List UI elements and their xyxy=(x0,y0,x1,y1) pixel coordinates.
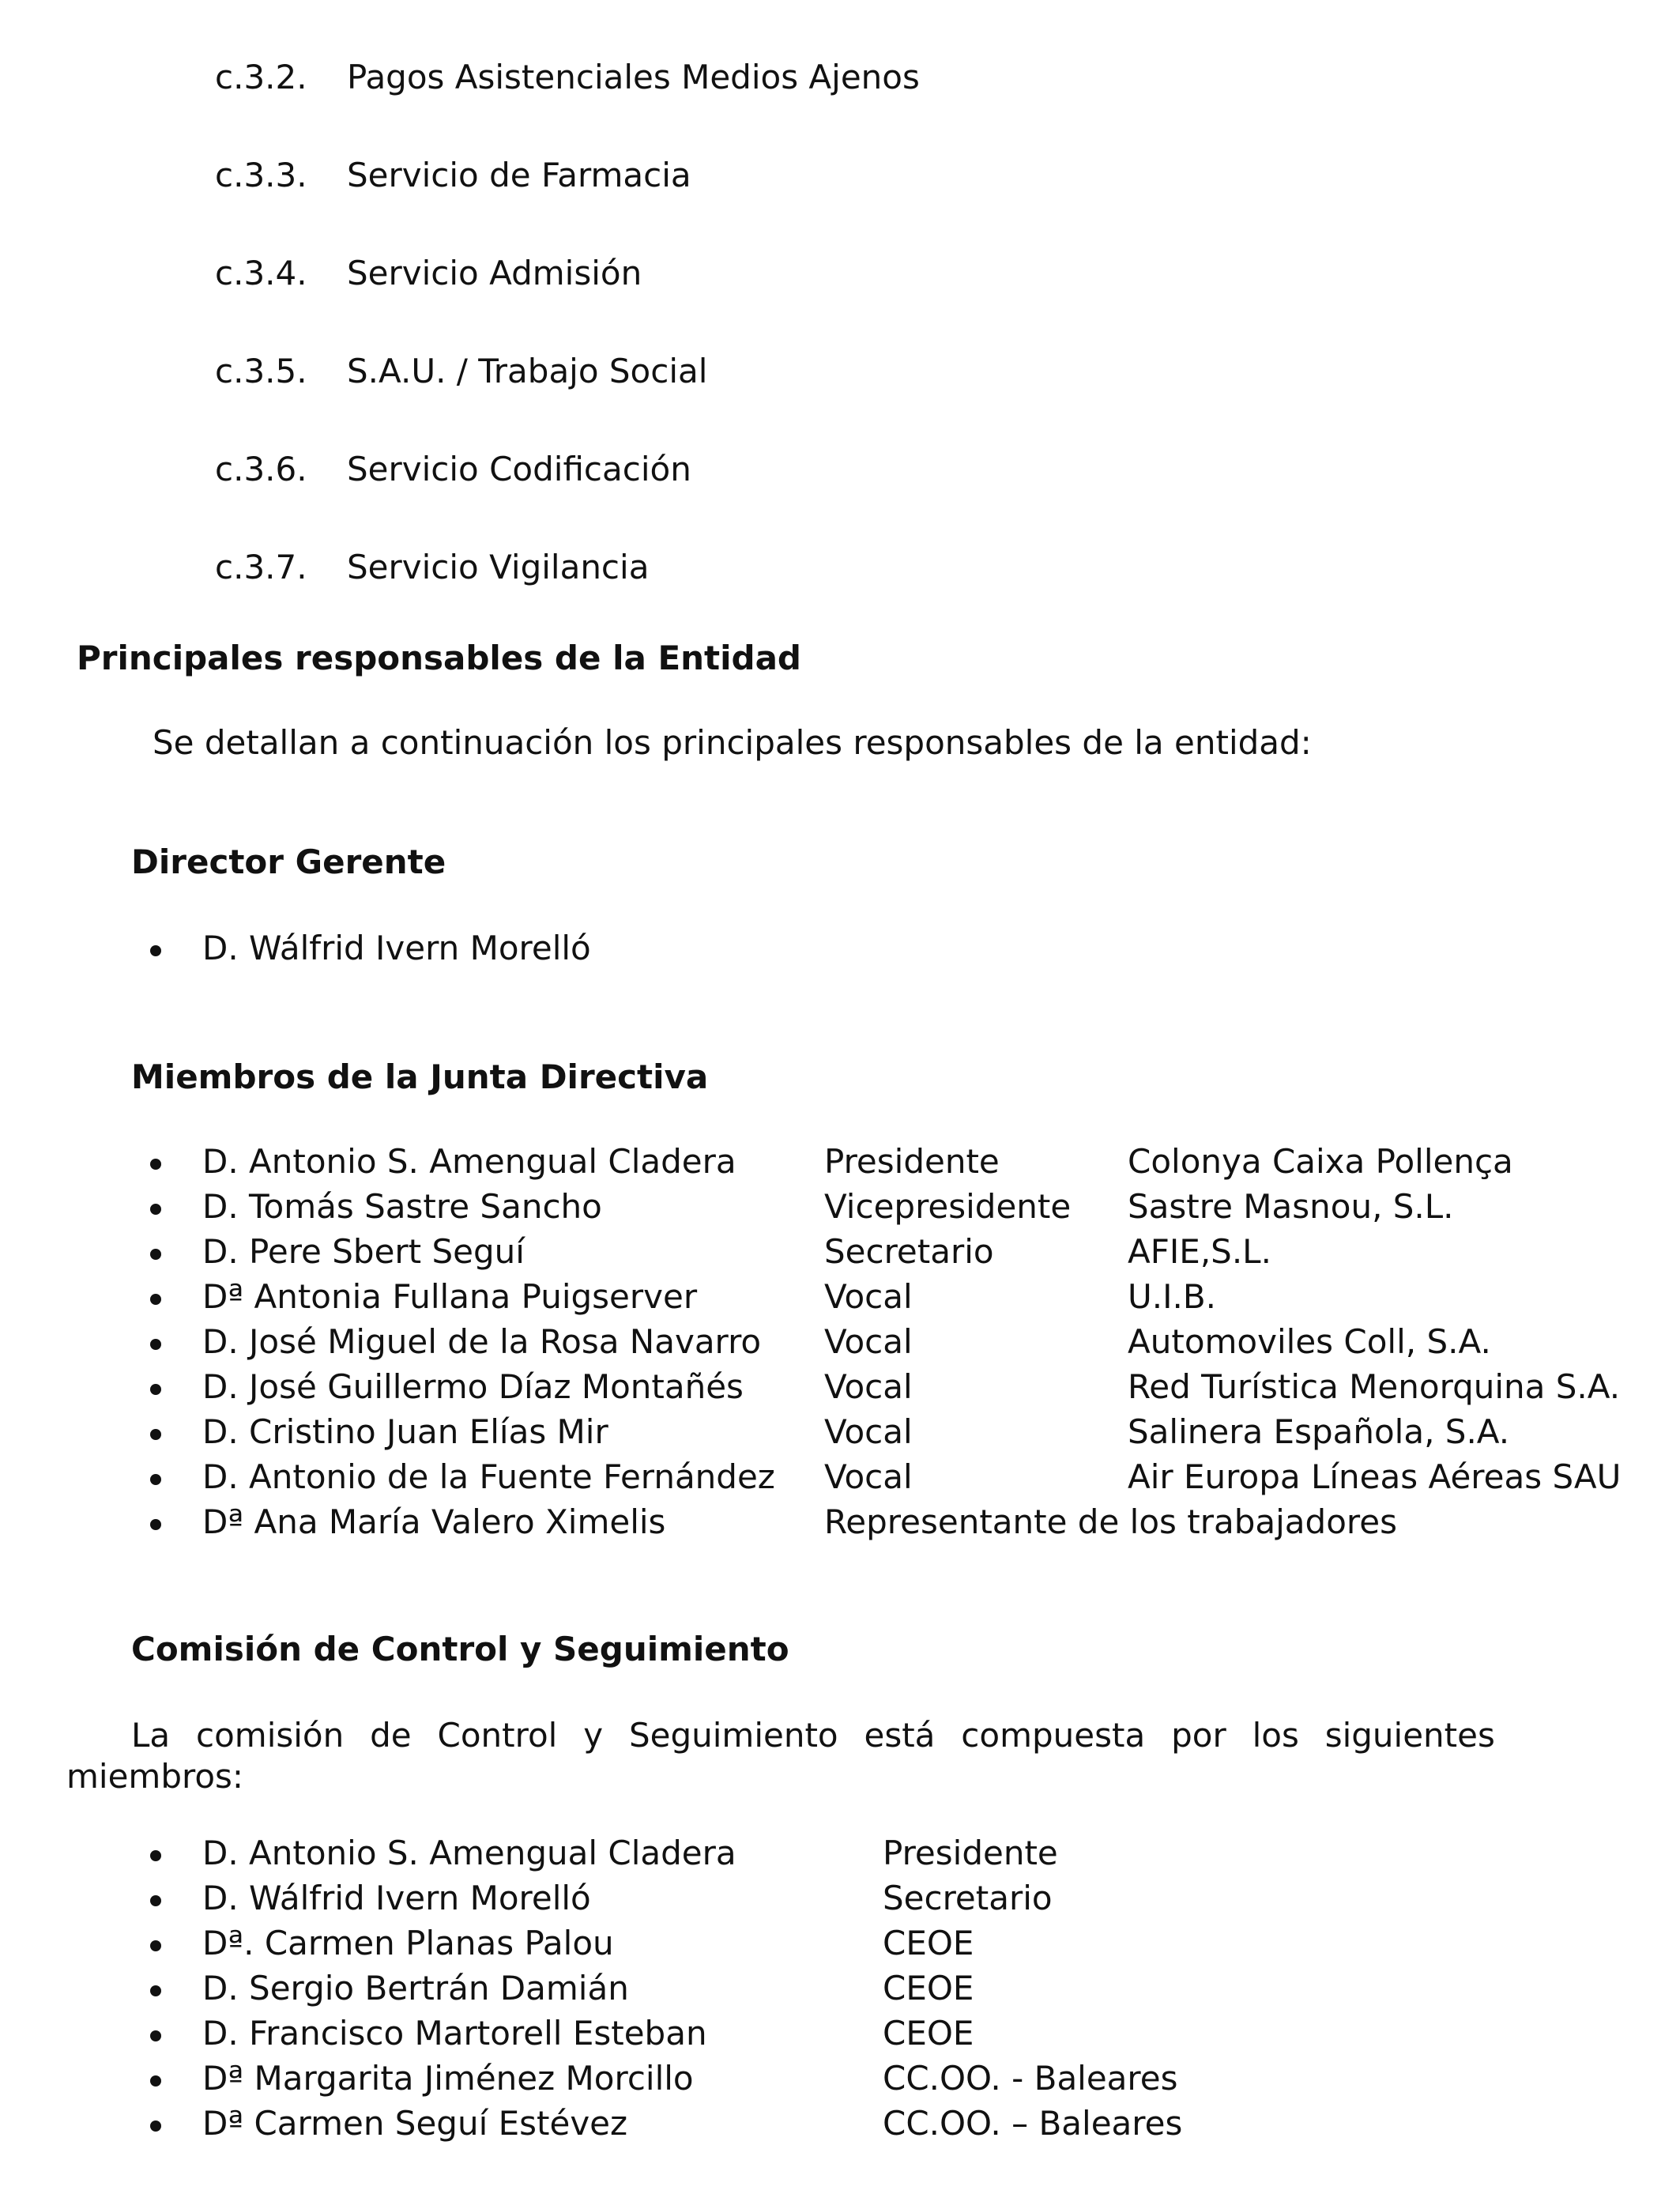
member-name: D. Cristino Juan Elías Mir xyxy=(202,1412,608,1451)
intro-word: siguientes xyxy=(1324,1716,1495,1755)
commission-intro-line xyxy=(131,1715,1495,1756)
member-name: D. Tomás Sastre Sancho xyxy=(202,1187,602,1226)
member-name: D. Wálfrid Ivern Morelló xyxy=(202,1879,591,1917)
commission-member-row xyxy=(0,2013,1680,2058)
subsection-label: Servicio Codificación xyxy=(347,450,691,488)
bullet-icon xyxy=(150,1321,161,1363)
subsection-number: c.3.2. xyxy=(215,58,307,96)
bullet-icon xyxy=(150,1276,161,1318)
intro-word: los xyxy=(1252,1716,1299,1755)
member-role: Presidente xyxy=(883,1834,1058,1872)
member-role: Vocal xyxy=(824,1322,913,1361)
member-name: Dª Ana María Valero Ximelis xyxy=(202,1502,666,1541)
bullet-icon xyxy=(150,2103,161,2144)
subsection-label: S.A.U. / Trabajo Social xyxy=(347,352,708,390)
intro-word: comisión xyxy=(196,1716,345,1755)
commission-member-row xyxy=(0,1833,1680,1878)
board-member-row xyxy=(0,1321,1680,1367)
member-role: Presidente xyxy=(824,1142,1000,1181)
bullet-icon xyxy=(150,1367,161,1408)
member-name: D. Pere Sbert Seguí xyxy=(202,1232,525,1271)
bullet-icon xyxy=(150,1968,161,2009)
intro-paragraph: Se detallan a continuación los principales responsables de la entidad: xyxy=(153,723,1312,762)
intro-word: compuesta xyxy=(961,1716,1146,1755)
commission-member-row xyxy=(0,1923,1680,1968)
board-heading: Miembros de la Junta Directiva xyxy=(131,1057,709,1096)
intro-word: Control xyxy=(437,1716,558,1755)
member-name: D. Antonio S. Amengual Cladera xyxy=(202,1142,736,1181)
member-role: Representante de los trabajadores xyxy=(824,1502,1397,1541)
intro-word: y xyxy=(583,1716,604,1755)
member-role: Vocal xyxy=(824,1412,913,1451)
subsection-number: c.3.5. xyxy=(215,352,307,390)
member-organization: Red Turística Menorquina S.A. xyxy=(1128,1367,1621,1406)
member-role: CC.OO. - Baleares xyxy=(883,2059,1178,2098)
member-organization: AFIE,S.L. xyxy=(1128,1232,1271,1271)
bullet-icon xyxy=(150,1833,161,1874)
board-member-row xyxy=(0,1412,1680,1457)
director-list-item xyxy=(0,928,1680,973)
member-role: CEOE xyxy=(883,1924,974,1962)
member-name: Dª Carmen Seguí Estévez xyxy=(202,2104,628,2143)
subsection-list xyxy=(0,57,1680,594)
subsection-number: c.3.7. xyxy=(215,548,307,586)
board-member-row xyxy=(0,1276,1680,1321)
member-role: CEOE xyxy=(883,1969,974,2007)
member-role: Vocal xyxy=(824,1367,913,1406)
intro-word: de xyxy=(370,1716,412,1755)
commission-heading: Comisión de Control y Seguimiento xyxy=(131,1630,789,1668)
subsection-item xyxy=(0,155,1680,200)
subsection-item xyxy=(0,449,1680,494)
bullet-icon xyxy=(150,928,161,969)
member-role: CC.OO. – Baleares xyxy=(883,2104,1183,2143)
subsection-item xyxy=(0,351,1680,396)
member-name: D. José Miguel de la Rosa Navarro xyxy=(202,1322,762,1361)
board-member-row xyxy=(0,1367,1680,1412)
member-role: Vicepresidente xyxy=(824,1187,1072,1226)
subsection-item xyxy=(0,57,1680,102)
subsection-label: Servicio Vigilancia xyxy=(347,548,650,586)
board-member-row xyxy=(0,1502,1680,1547)
member-role: Vocal xyxy=(824,1277,913,1316)
member-organization: Sastre Masnou, S.L. xyxy=(1128,1187,1454,1226)
director-heading: Director Gerente xyxy=(131,843,446,881)
intro-word: La xyxy=(131,1716,171,1755)
member-name: D. Antonio de la Fuente Fernández xyxy=(202,1457,775,1496)
intro-word: está xyxy=(864,1716,936,1755)
member-role: Secretario xyxy=(883,1879,1053,1917)
member-role: CEOE xyxy=(883,2014,974,2053)
bullet-icon xyxy=(150,1186,161,1227)
subsection-label: Servicio Admisión xyxy=(347,254,642,292)
bullet-icon xyxy=(150,1502,161,1543)
bullet-icon xyxy=(150,1412,161,1453)
member-name: D. Antonio S. Amengual Cladera xyxy=(202,1834,736,1872)
bullet-icon xyxy=(150,1457,161,1498)
bullet-icon xyxy=(150,1141,161,1182)
member-organization: Automoviles Coll, S.A. xyxy=(1128,1322,1491,1361)
bullet-icon xyxy=(150,1231,161,1272)
subsection-item xyxy=(0,547,1680,592)
member-name: D. Sergio Bertrán Damián xyxy=(202,1969,629,2007)
board-member-row xyxy=(0,1141,1680,1186)
member-organization: Salinera Española, S.A. xyxy=(1128,1412,1510,1451)
subsection-number: c.3.6. xyxy=(215,450,307,488)
main-heading: Principales responsables de la Entidad xyxy=(77,639,801,677)
commission-intro-end: miembros: xyxy=(66,1757,244,1796)
member-role: Vocal xyxy=(824,1457,913,1496)
member-name: Dª Margarita Jiménez Morcillo xyxy=(202,2059,694,2098)
member-organization: U.I.B. xyxy=(1128,1277,1216,1316)
subsection-item xyxy=(0,253,1680,298)
subsection-number: c.3.4. xyxy=(215,254,307,292)
bullet-icon xyxy=(150,1878,161,1919)
commission-member-row xyxy=(0,2103,1680,2148)
bullet-icon xyxy=(150,1923,161,1964)
member-organization: Colonya Caixa Pollença xyxy=(1128,1142,1513,1181)
commission-member-row xyxy=(0,1968,1680,2013)
subsection-label: Pagos Asistenciales Medios Ajenos xyxy=(347,58,920,96)
subsection-label: Servicio de Farmacia xyxy=(347,156,691,194)
member-organization: Air Europa Líneas Aéreas SAU xyxy=(1128,1457,1622,1496)
board-member-row xyxy=(0,1457,1680,1502)
member-name: D. Francisco Martorell Esteban xyxy=(202,2014,707,2053)
board-member-row xyxy=(0,1231,1680,1276)
member-role: Secretario xyxy=(824,1232,994,1271)
bullet-icon xyxy=(150,2013,161,2054)
bullet-icon xyxy=(150,2058,161,2099)
intro-word: por xyxy=(1171,1716,1226,1755)
commission-member-row xyxy=(0,2058,1680,2103)
member-name: D. José Guillermo Díaz Montañés xyxy=(202,1367,744,1406)
member-name: Dª Antonia Fullana Puigserver xyxy=(202,1277,698,1316)
director-name: D. Wálfrid Ivern Morelló xyxy=(202,929,591,967)
member-name: Dª. Carmen Planas Palou xyxy=(202,1924,614,1962)
commission-member-row xyxy=(0,1878,1680,1923)
board-member-row xyxy=(0,1186,1680,1231)
intro-word: Seguimiento xyxy=(628,1716,838,1755)
subsection-number: c.3.3. xyxy=(215,156,307,194)
